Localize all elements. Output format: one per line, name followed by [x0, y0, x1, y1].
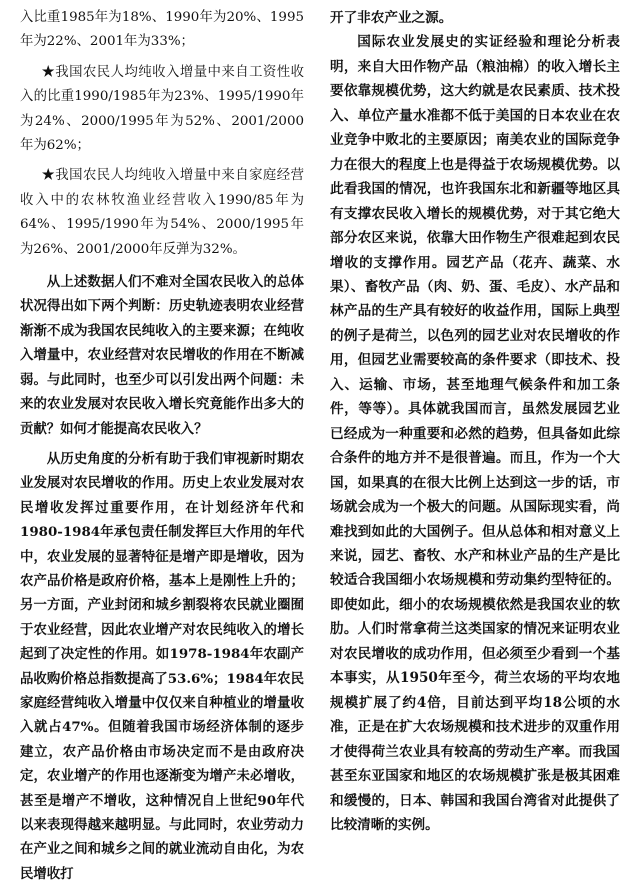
- paragraph-farm-income-share: ★我国农民人均纯收入增量中来自家庭经营收入中的农林牧渔业经营收入1990/85年为64%、1995/1990年为54%、2000/1995年为26%、2001/2000年反弹为32%。: [20, 168, 304, 257]
- paragraph-international-experience: 国际农业发展史的实证经验和理论分析表明，来自大田作物产品（粮油棉）的收入增长主要依靠规模优势，这大约就是农民素质、技术投入、单位产量水准都不低于美国的日本农业在农业竞争中败北的主要原因；南美农业的国际竞争力在很大的程度上也是得益于农场规模优势。以此看我国的情况，也许我国东北和新疆等地区具有支撑农民收入增长的规模优势，对于其它绝大部分农区来说，依靠大田作物生产很难起到农民增收的支撑作用。园艺产品（花卉、蔬菜、水果）、畜牧产品（肉、奶、蛋、毛皮）、水产品和林产品的生产具有较好的收益作用，国际上典型的例子是荷兰，以色列的园艺业对农民增收的作用，但园艺业需要较高的条件要求（即技术、投入、运输、市场，甚至地理气候条件和加工条件，等等）。具体就我国而言，虽然发展园艺业已经成为一种重要和必然的趋势，但具备如此综合条件的地方并不是很普遍。而且，作为一个大国，如果真的在很大比例上达到这一步的话，市场就会成为一个极大的问题。从国际现实看，尚难找到如此的大国例子。但从总体和相对意义上来说，园艺、畜牧、水产和林业产品的生产是比较适合我国细小农场规模和劳动集约型特征的。即使如此，细小的农场规模依然是我国农业的软肋。人们时常拿荷兰这类国家的情况来证明农业对农民增收的成功作用，但必须至少看到一个基本事实，从1950年至今，荷兰农场的平均农地规模扩展了约4倍，目前达到平均18公顷的水准，正是在扩大农场规模和技术进步的双重作用才使得荷兰农业具有较高的劳动生产率。而我国甚至东亚国家和地区的农场规模扩张是极其困难和缓慢的，日本、韩国和我国台湾省对此提供了比较清晰的实例。: [330, 34, 620, 833]
- paragraph-two-judgments: 从上述数据人们不难对全国农民收入的总体状况得出如下两个判断：历史轨迹表明农业经营渐渐不成为我国农民纯收入的主要来源；在纯收入增量中，农业经营对农民增收的作用在不断减弱。与此同时，也至少可以引发出两个问题：未来的农业发展对农民收入增长究竟能作出多大的贡献？如何才能提高农民收入？: [20, 274, 304, 437]
- paragraph-agri-income-share: 入比重1985年为18%、1990年为20%、1995年为22%、2001年为33%；: [20, 10, 304, 50]
- paragraph-gap: [20, 262, 304, 270]
- paragraph-wage-income-share: ★我国农民人均纯收入增量中来自工资性收入的比重1990/1985年为23%、1995/1990年为24%、2000/1995年为52%、2001/2000年为62%；: [20, 64, 304, 154]
- right-column: [330, 6, 620, 837]
- left-column: [20, 6, 304, 886]
- paragraph-historical-analysis: 从历史角度的分析有助于我们审视新时期农业发展对农民增收的作用。历史上农业发展对农民增收发挥过重要作用，在计划经济年代和1980-1984年承包责任制发挥巨大作用的年代中，农业发展的显著特征是增产即是增收，因为农产品价格是政府价格，基本上是刚性上升的；另一方面，产业封闭和城乡割裂将农民就业圈囿于农业经营，因此农业增产对农民纯收入的增长起到了决定性的作用。如1978-1984年农副产品收购价格总指数提高了53.6%；1984年农民家庭经营纯收入增量中仅仅来自种植业的增量收入就占47%。但随着我国市场经济体制的逐步建立，农产品价格由市场决定而不是由政府决定，农业增产的作用也逐渐变为增产未必增收，甚至是增产不增收，这种情况自上世纪90年代以来表现得越来越明显。与此同时，农业劳动力在产业之间和城乡之间的就业流动自由化，为农民增收打: [20, 450, 304, 882]
- paragraph-continuation: 开了非农产业之源。: [330, 10, 453, 26]
